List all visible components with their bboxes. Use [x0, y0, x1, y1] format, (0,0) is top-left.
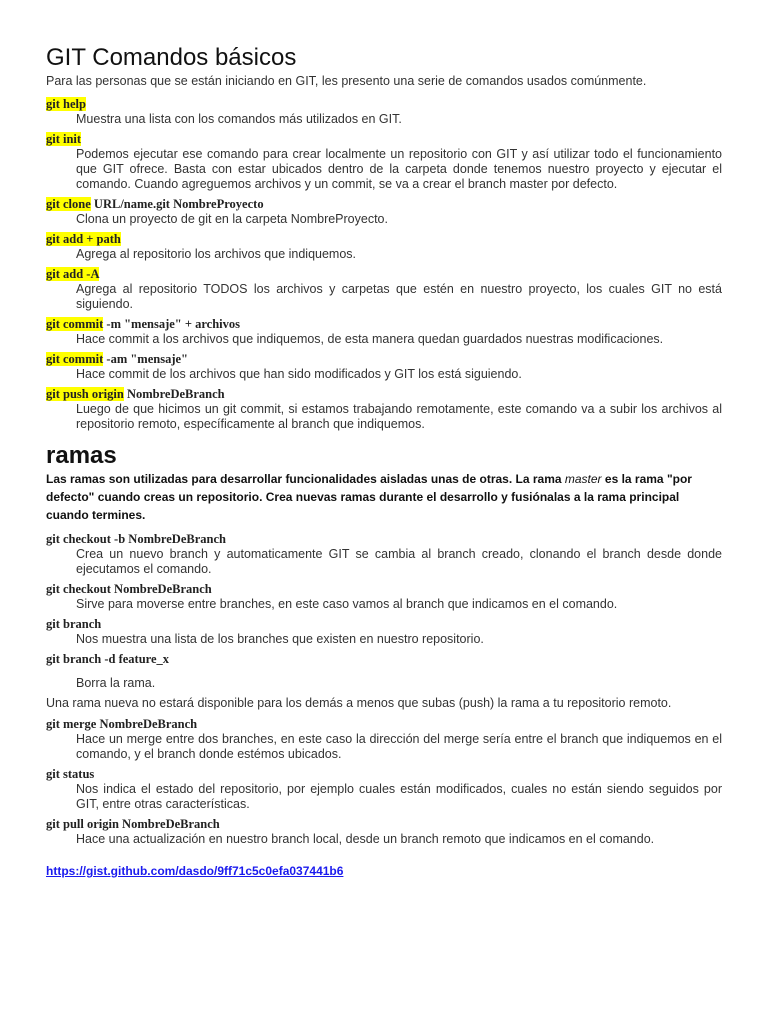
command-label: git branch -d feature_x — [46, 652, 170, 666]
command-block-pull — [46, 817, 722, 847]
command-description: Luego de que hicimos un git commit, si estamos trabajando remotamente, este comando va a subir los archivos al repositorio remoto, específicamente al branch que indiquemos. — [76, 402, 722, 431]
page-title: GIT Comandos básicos — [46, 44, 297, 71]
command-label — [46, 97, 722, 112]
command-highlight: git commit — [46, 317, 104, 331]
command-highlight: git add + path — [46, 232, 121, 246]
command-label: git checkout NombreDeBranch — [46, 582, 212, 596]
command-description: Crea un nuevo branch y automaticamente GIT se cambia al branch creado, clonando el branch desde donde ejecutamos el comando. — [76, 547, 722, 576]
command-highlight: git add -A — [46, 267, 100, 281]
command-block-commit-am — [46, 352, 722, 382]
command-block-checkout — [46, 582, 722, 612]
command-block-branch-delete — [46, 652, 722, 691]
command-highlight: git clone — [46, 197, 91, 211]
document-page — [46, 44, 722, 880]
ramas-intro-part-a: Las ramas son utilizadas para desarrollar funcionalidades aisladas unas de otras. La rama — [46, 472, 565, 486]
command-description: Clona un proyecto de git en la carpeta NombreProyecto. — [76, 212, 388, 226]
command-block-push — [46, 387, 722, 432]
command-args: -m "mensaje" + archivos — [103, 317, 241, 331]
command-block-status — [46, 767, 722, 812]
command-highlight: git help — [46, 97, 86, 111]
command-block-add-path — [46, 232, 722, 262]
command-description: Muestra una lista con los comandos más utilizados en GIT. — [76, 112, 402, 126]
spacer — [46, 667, 722, 676]
command-block-commit-m — [46, 317, 722, 347]
ramas-note: Una rama nueva no estará disponible para los demás a menos que subas (push) la rama a tu repositorio remoto. — [46, 696, 672, 710]
command-description: Hace un merge entre dos branches, en este caso la dirección del merge sería entre el branch que indiquemos en el comando, y el branch donde estémos ubicados. — [76, 732, 722, 761]
command-description: Sirve para moverse entre branches, en este caso vamos al branch que indicamos en el comando. — [76, 597, 618, 611]
command-args: URL/name.git NombreProyecto — [90, 197, 264, 211]
command-label — [46, 317, 722, 332]
command-label — [46, 197, 722, 212]
command-label: git checkout -b NombreDeBranch — [46, 532, 226, 546]
gist-link[interactable]: https://gist.github.com/dasdo/9ff71c5c0efa037441b6 — [46, 864, 344, 878]
command-label: git pull origin NombreDeBranch — [46, 817, 220, 831]
command-label: git status — [46, 767, 95, 781]
command-block-merge — [46, 717, 722, 762]
section-title-ramas: ramas — [46, 442, 117, 469]
command-label: git branch — [46, 617, 102, 631]
command-block-checkout-b — [46, 532, 722, 577]
command-block-clone — [46, 197, 722, 227]
command-args: NombreDeBranch — [123, 387, 225, 401]
command-highlight: git init — [46, 132, 82, 146]
command-description: Nos muestra una lista de los branches que existen en nuestro repositorio. — [76, 632, 484, 646]
command-block-add-all — [46, 267, 722, 312]
command-description: Hace una actualización en nuestro branch local, desde un branch remoto que indicamos en el comando. — [76, 832, 655, 846]
command-description: Nos indica el estado del repositorio, por ejemplo cuales están modificados, cuales no están siendo seguidos por GIT, entre otras características. — [76, 782, 722, 811]
ramas-intro-part-b: es la rama "por defecto" cuando creas un repositorio. Crea nuevas ramas durante el desarrollo y fusiónalas a la rama principal cuando termines. — [46, 472, 692, 522]
command-args: -am "mensaje" — [103, 352, 188, 366]
command-label — [46, 132, 722, 147]
command-block-init — [46, 132, 722, 192]
command-highlight: git commit — [46, 352, 104, 366]
command-block-branch — [46, 617, 722, 647]
command-block-help — [46, 97, 722, 127]
command-description: Agrega al repositorio TODOS los archivos y carpetas que estén en nuestro proyecto, los cuales GIT no está siguiendo. — [76, 282, 722, 311]
command-label — [46, 352, 722, 367]
command-description: Agrega al repositorio los archivos que indiquemos. — [76, 247, 357, 261]
command-label — [46, 232, 722, 247]
command-highlight: git push origin — [46, 387, 124, 401]
command-label — [46, 387, 722, 402]
command-description: Borra la rama. — [76, 676, 156, 690]
command-label — [46, 267, 722, 282]
ramas-intro — [46, 470, 722, 524]
command-description: Podemos ejecutar ese comando para crear localmente un repositorio con GIT y así utilizar todo el funcionamiento que GIT ofrece. Basta con estar ubicados dentro de la carpeta donde tenemos nuestro proyecto y ejecutar el comando. Cuando agreguemos archivos y un commit, se va a crear el branch master por defecto. — [76, 147, 722, 191]
command-description: Hace commit a los archivos que indiquemos, de esta manera quedan guardados nuestras modificaciones. — [76, 332, 664, 346]
command-label: git merge NombreDeBranch — [46, 717, 198, 731]
intro-text: Para las personas que se están iniciando en GIT, les presento una serie de comandos usados comúnmente. — [46, 74, 647, 88]
command-description: Hace commit de los archivos que han sido modificados y GIT los está siguiendo. — [76, 367, 522, 381]
ramas-intro-master: master — [564, 472, 602, 486]
